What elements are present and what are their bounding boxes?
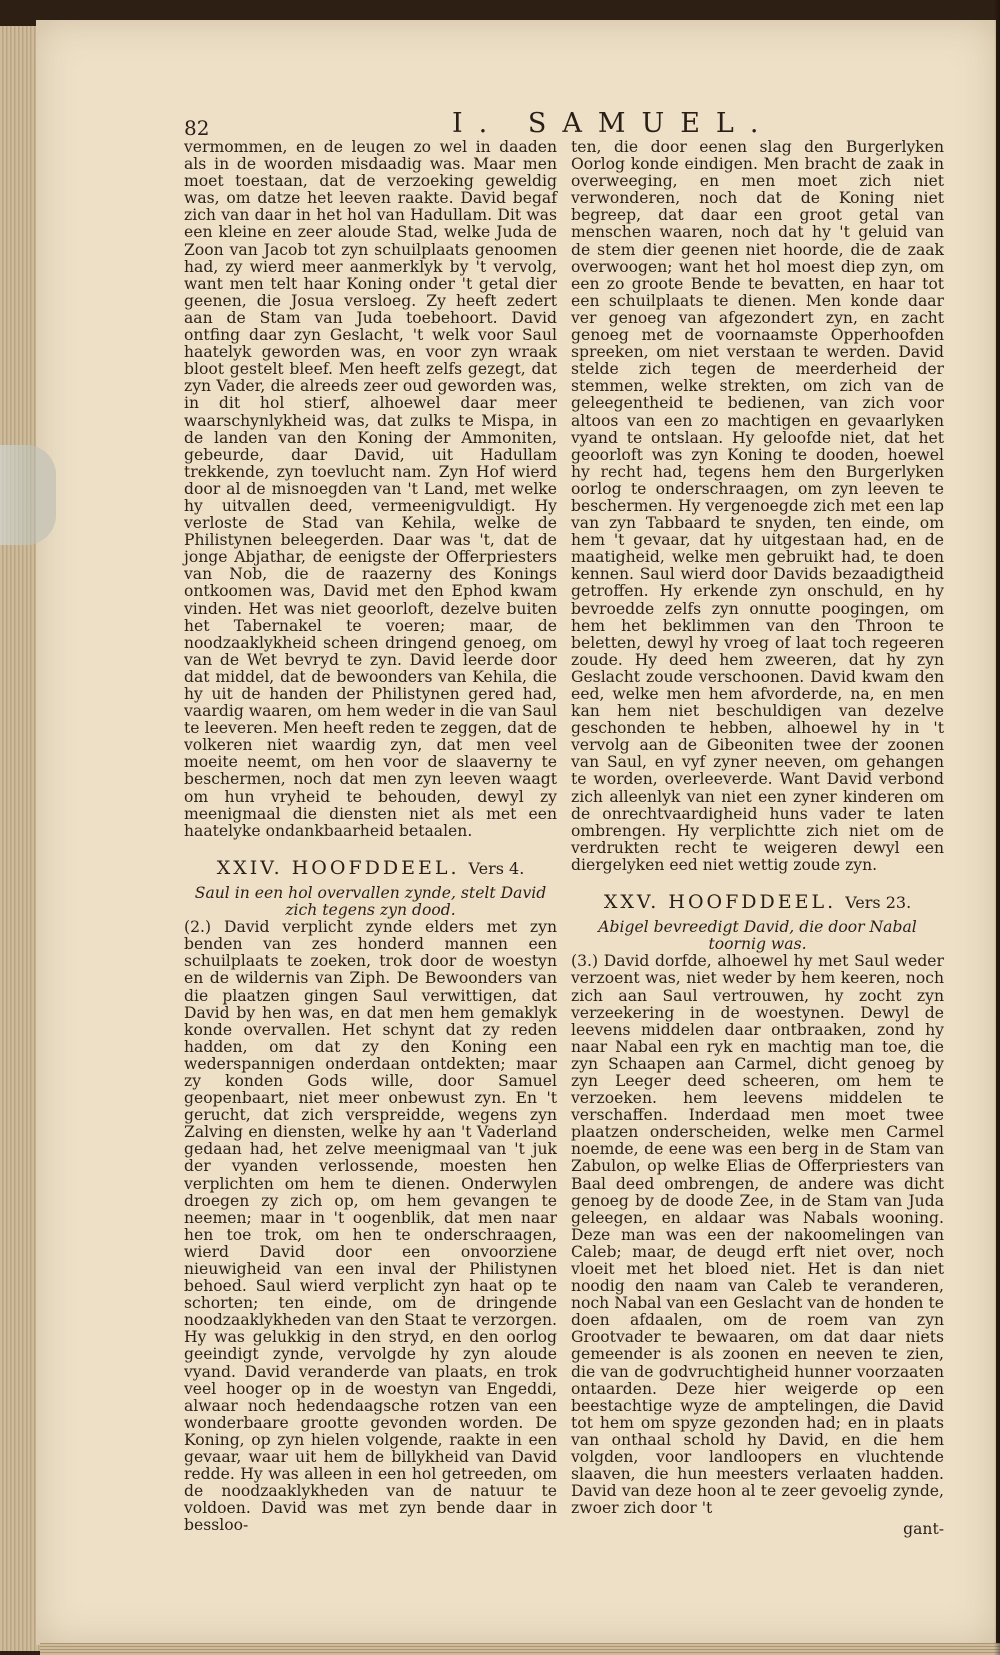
catchword: gant- — [903, 1520, 944, 1539]
chapter-vers: Vers 23. — [845, 893, 912, 913]
right-paragraph-2: (3.) David dorfde, alhoewel hy met Saul weder verzoent was, niet weder by hem keeren, noch zich aan Saul vertrouwen, hy zocht zyn verzeekering in de woestynen. Dewyl de leevens middelen daar ontbraaken, zond hy naar Nabal een ryk en machtig man toe, die zyn Schaapen aan Carmel, dicht genoeg by zyn Leeger deed scheeren, om hem te verzoeken. hem leevens middelen te verschaffen. Inderdaad men moet twee plaatzen onderscheiden, welke men Carmel noemde, de eene was een berg in de Stam van Zabulon, op welke Elias de Offerpriesters van Baal deed ombrengen, de andere was dicht genoeg by de doode Zee, in de Stam van Juda geleegen, en aldaar was Nabals wooning. Deze man was een der nakoomelingen van Caleb; maar, de deugd erft niet over, noch vloeit met het bloed niet. Het is dan niet noodig den naam van Caleb te veranderen, noch Nabal van een Geslacht van de honden te doen afdaalen, om de roem van zyn Grootvader te bewaaren, om dat daar niets gemeender is als zoonen en neeven te zien, die van de godvruchtigheid hunner voorzaaten ontaarden. Deze hier weigerde op een beestachtige wyze de amptelingen, die David tot hem om spyze gezonden had; en in plaats van onthaal schold hy David, en die hem volgden, voor landloopers en vluchtende slaaven, die hun meesters verlaaten hadden. David van deze hoon al te zeer gevoelig zynde, zwoer zich door 't — [571, 952, 944, 1518]
page-number: 82 — [184, 116, 210, 140]
left-column — [184, 139, 557, 1535]
page-clip — [0, 445, 56, 545]
chapter-vers: Vers 4. — [468, 858, 525, 878]
chapter-summary: Saul in een hol overvallen zynde, stelt David zich tegens zyn dood. — [194, 883, 547, 920]
chapter-title: XXIV. HOOFDDEEL. — [216, 856, 460, 879]
running-head: I. SAMUEL. — [452, 108, 775, 139]
chapter-heading-24 — [184, 856, 557, 879]
chapter-summary: Abigel bevreedigt David, die door Nabal toornig was. — [598, 918, 917, 954]
right-column — [571, 139, 944, 1539]
left-paragraph-2: (2.) David verplicht zynde elders met zyn benden van zes honderd mannen een schuilplaats te zoeken, trok door de woestyn en de wildernis van Ziph. De Bewoonders van die plaatzen gingen Saul verwittigen, dat David by hen was, en dat men hem gemaklyk konde overvallen. Het schynt dat zy reden hadden, om dat zy den Koning een wederspannigen onderdaan ontdekten; maar zy konden Gods wille, door Samuel geopenbaart, niet meer onbewust zyn. En 't gerucht, dat zich verspreidde, wegens zyn Zalving en diensten, welke hy aan 't Vaderland gedaan had, het zelve meenigmaal van 't juk der vyanden verlossende, moesten hen verplichten om hem te dienen. Onderwylen droegen zy zich op, om hem gevangen te neemen; maar in 't oogenblik, dat men naar hen toe trok, om hen te onderschraagen, wierd David door een onvoorziene nieuwigheid van een inval der Philistynen behoed. Saul wierd verplicht zyn haat op te schorten; ten einde, om de dringende noodzaaklykheden van den Staat te verzorgen. Hy was gelukkig in den stryd, en den oorlog geeindigt zynde, vervolgde hy zyn aloude vyand. David veranderde van plaats, en trok veel hooger op in de woestyn van Engeddi, alwaar noch hedendaagsche rotzen van een wonderbaare grootte gevonden worden. De Koning, op zyn hielen volgende, raakte in een gevaar, waar uit hem de billykheid van David redde. Hy was alleen in een hol getreeden, om de noodzaaklykheden van de natuur te voldoen. David was met zyn bende daar in bessloo- — [184, 918, 557, 1535]
binding-shadow — [994, 0, 1000, 1655]
chapter-title: XXV. HOOFDDEEL. — [603, 891, 837, 914]
chapter-heading-25 — [571, 891, 944, 914]
right-paragraph-1: ten, die door eenen slag den Burgerlyken Oorlog konde eindigen. Men bracht de zaak in overweeging, en men moet zich niet verwonderen, noch dat de Koning niet begreep, dat daar een groot getal van menschen waaren, noch dat hy 't geluid van de stem dier geenen niet hoorde, die de zaak overwoogen; want het hol moest diep zyn, om een zo groote Bende te bevatten, en haar tot een schuilplaats te dienen. Men konde daar ver genoeg van afgezondert zyn, en zacht genoeg met de voornaamste Opperhoofden spreeken, om niet verstaan te werden. David stelde zich tegen de meerderheid der stemmen, welke strekten, om zich van de geleegentheid te bedienen, van zich voor altoos van een zo machtigen en gevaarlyken vyand te ontslaan. Hy geloofde niet, dat het geoorloft was zyn Koning te dooden, hoewel hy recht had, tegens hem den Burgerlyken oorlog te onderschraagen, om zyn leeven te beschermen. Hy vergenoegde zich met een lap van zyn Tabbaard te snyden, ten einde, om hem 't gevaar, dat hy uitgestaan had, en de maatigheid, welke men gebruikt had, te doen kennen. Saul wierd door Davids bezaadigtheid getroffen. Hy erkende zyn onschuld, en hy bevroedde zelfs zyn onnutte poogingen, om hem het beklimmen van den Throon te beletten, dewyl hy vroeg of laat toch regeeren zoude. Hy deed hem zweeren, dat hy zyn Geslacht zoude verschoonen. David kwam den eed, welke men hem afvorderde, na, en men kan hem niet beschuldigen van dezelve geschonden te hebben, alhoewel hy in 't vervolg aan de Gibeoniten twee der zoonen van Saul, en vyf zyner neeven, om gehangen te worden, overleeverde. Want David verbond zich alleenlyk van niet een zyner kinderen om de onrechtvaardigheid huns vader te laten ombrengen. Hy verplichtte zich niet om de verdrukten recht te weigeren dewyl een diergelyken eed niet wettig zoude zyn. — [571, 138, 944, 874]
left-paragraph-1: vermommen, en de leugen zo wel in daaden als in de woorden misdaadig was. Maar men moet toestaan, dat de verzoeking geweldig was, om datze het leeven raakte. David begaf zich van daar in het hol van Hadullam. Dit was een kleine en zeer aloude Stad, welke Juda de Zoon van Jacob tot zyn schuilplaats genoomen had, zy wierd meer aanmerklyk by 't vervolg, want men telt haar Koning onder 't getal dier geenen, die Josua versloeg. Zy heeft zedert aan de Stam van Juda toebehoort. David ontfing daar zyn Geslacht, 't welk voor Saul haatelyk geworden was, en voor zyn wraak bloot gestelt bleef. Men heeft zelfs gezegt, dat zyn Vader, die alreeds zeer oud geworden was, in dit hol stierf, alhoewel daar meer waarschynlykheid was, dat zulks te Mispa, in de landen van den Koning der Ammoniten, gebeurde, daar David, uit Hadullam trekkende, zyn toevlucht nam. Zyn Hof wierd door al de misnoegden van 't Land, met welke hy uitvallen deed, vermeenigvuldigt. Hy verloste de Stad van Kehila, welke de Philistynen beleegerden. Daar was 't, dat de jonge Abjathar, de eenigste der Offerpriesters van Nob, die de raazerny des Konings ontkoomen was, David met den Ephod kwam vinden. Het was niet geoorloft, dezelve buiten het Tabernakel te voeren; maar, de noodzaaklykheid scheen dringend genoeg, om van de Wet bevryd te zyn. David leerde door dat middel, dat de bewoonders van Kehila, die hy uit de handen der Philistynen gered had, vaardig waaren, om hem weder in die van Saul te leeveren. Men heeft reden te zeggen, dat de volkeren niet waardig zyn, dat men veel moeite neemt, om hen voor de slaaverny te beschermen, noch dat men zyn leeven waagt om hun vryheid te behouden, dewyl zy meenigmaal die diensten niet als met een haatelyke ondankbaarheid betaalen. — [184, 138, 557, 840]
stacked-page-edges-bottom — [40, 1643, 1000, 1655]
stacked-page-edges-left — [0, 26, 40, 1651]
